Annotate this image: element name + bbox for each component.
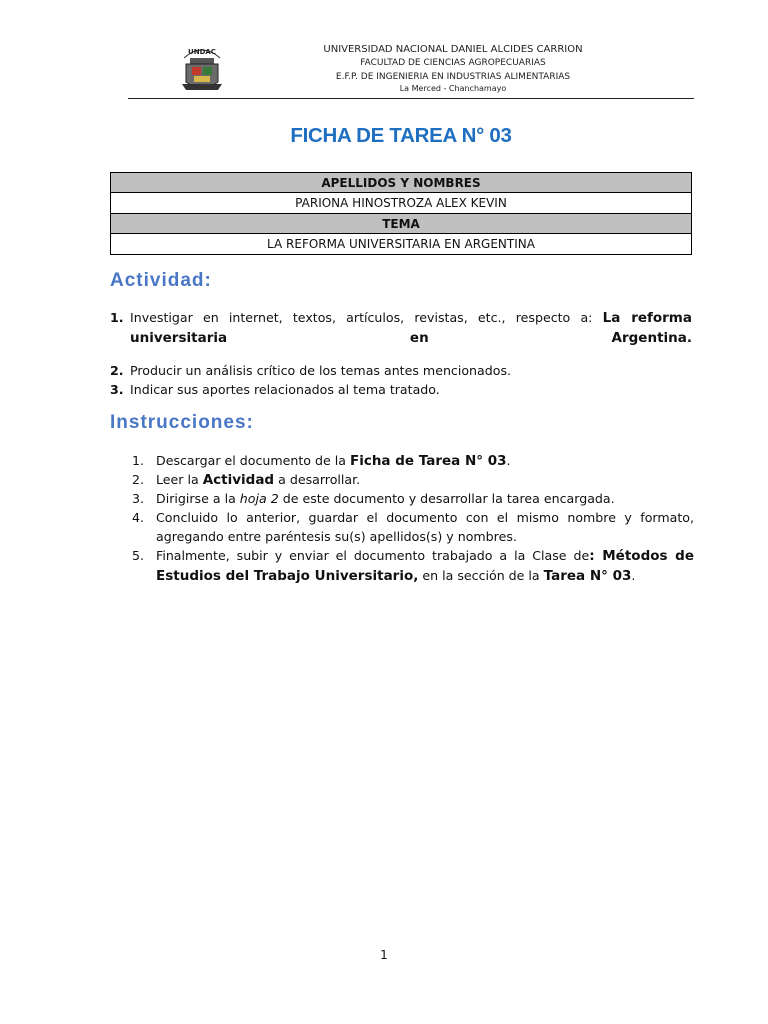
activity-item [110, 361, 692, 380]
instruction-item-text [156, 451, 694, 471]
instruction-bold: Ficha de Tarea N° 03 [349, 453, 507, 469]
instruction-item-text: Concluido lo anterior, guardar el documento con el mismo nombre y formato, agregando entre paréntesis su(s) apellidos(s) y nombres. [156, 510, 694, 544]
instruction-item [132, 489, 694, 508]
instructions-heading: Instrucciones: [110, 412, 254, 433]
instruction-italic: hoja 2 [239, 491, 279, 506]
instruction-item-number: 1. [132, 453, 145, 468]
activity-heading: Actividad: [110, 270, 212, 291]
activity-item-text: Indicar sus aportes relacionados al tema tratado. [130, 382, 440, 397]
topic-header: TEMA [111, 214, 692, 234]
instruction-item [132, 470, 694, 490]
instruction-text: Dirigirse a la [156, 491, 240, 506]
instruction-item-number: 2. [132, 472, 145, 487]
name-header: APELLIDOS Y NOMBRES [111, 173, 692, 193]
school-name: E.F.P. DE INGENIERIA EN INDUSTRIAS ALIMENTARIAS [335, 72, 571, 82]
instruction-item [132, 546, 694, 586]
instruction-item [132, 508, 694, 546]
instruction-text: . [631, 568, 636, 583]
instruction-text: . [506, 453, 511, 468]
page-number: 1 [380, 948, 388, 962]
activity-item-number: 2. [110, 363, 124, 378]
activity-item [110, 380, 692, 399]
logo-text: UNDAC [188, 48, 216, 56]
page-title: FICHA DE TAREA N° 03 [290, 124, 512, 147]
name-value: PARIONA HINOSTROZA ALEX KEVIN [111, 193, 692, 214]
instruction-bold: : Métodos de Estudios del Trabajo Universitario, [156, 548, 694, 584]
activity-item-1-line [130, 308, 692, 348]
instruction-text: Descargar el documento de la [156, 453, 350, 468]
instruction-text: en la sección de la [418, 568, 544, 583]
activity-item-text [130, 308, 692, 348]
instruction-bold: Actividad [202, 472, 275, 488]
institution-name: UNIVERSIDAD NACIONAL DANIEL ALCIDES CARRION [323, 44, 583, 55]
instruction-item-text [156, 546, 694, 586]
instruction-item-number: 3. [132, 491, 145, 506]
activity-item-1-bold: La reforma universitaria en Argentina. [130, 310, 692, 346]
instruction-item-text [156, 470, 694, 490]
document-header [128, 40, 694, 99]
instruction-text: Leer la [156, 472, 203, 487]
instruction-item-text [156, 489, 694, 508]
activity-item-text: Producir un análisis crítico de los temas antes mencionados. [130, 363, 512, 378]
university-crest-icon [178, 44, 226, 96]
instruction-bold: Tarea N° 03 [543, 568, 632, 584]
instruction-text: Finalmente, subir y enviar el documento trabajado a la Clase de [156, 548, 590, 563]
activity-item-number: 3. [110, 382, 124, 397]
instruction-item [132, 451, 694, 471]
activity-item-1-text: Investigar en internet, textos, artículos, revistas, etc., respecto a: [130, 310, 603, 325]
activity-item [110, 308, 692, 348]
faculty-name: FACULTAD DE CIENCIAS AGROPECUARIAS [360, 58, 546, 68]
instruction-item-number: 4. [132, 510, 145, 525]
location: La Merced - Chanchamayo [399, 84, 507, 93]
instruction-item-number: 5. [132, 548, 145, 563]
instruction-text: a desarrollar. [274, 472, 361, 487]
instruction-text: de este documento y desarrollar la tarea encargada. [278, 491, 615, 506]
activity-item-number: 1. [110, 310, 124, 325]
topic-value: LA REFORMA UNIVERSITARIA EN ARGENTINA [111, 234, 692, 255]
info-table [110, 172, 692, 255]
